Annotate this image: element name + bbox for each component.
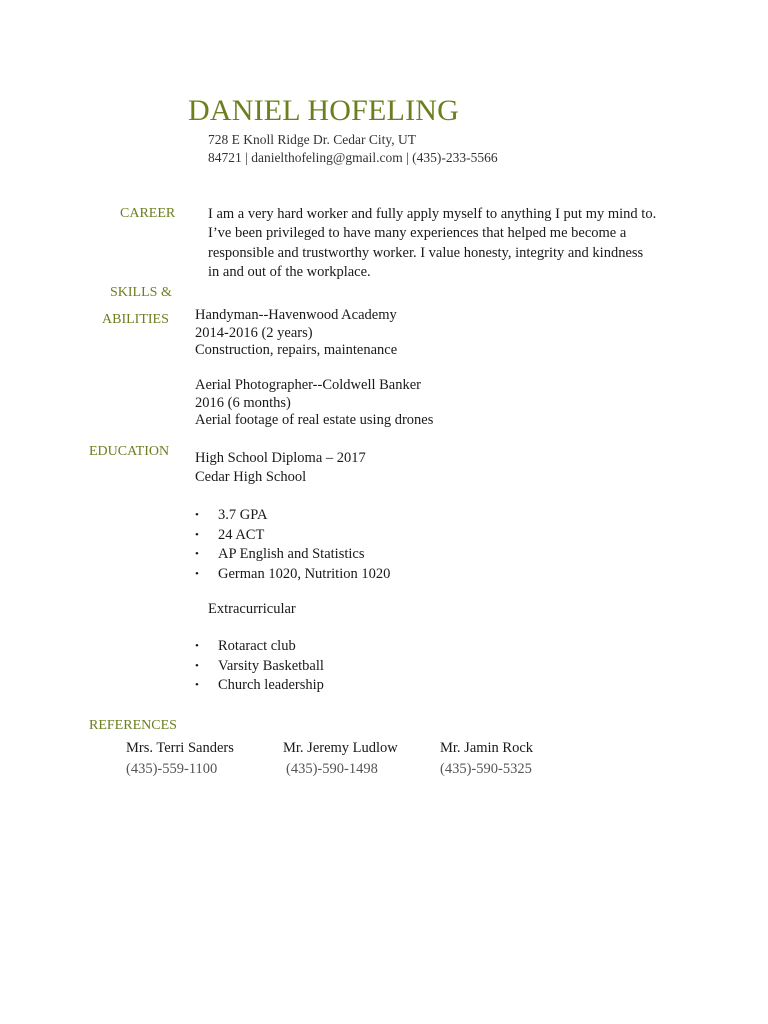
reference-3-phone: (435)-590-5325 <box>440 761 532 777</box>
list-item <box>195 565 390 585</box>
reference-2-phone: (435)-590-1498 <box>286 761 378 777</box>
achievement-text: AP English and Statistics <box>218 546 365 562</box>
bullet-icon: • <box>195 640 199 652</box>
skill-2-title: Aerial Photographer--Coldwell Banker <box>195 377 422 393</box>
extracurricular-list <box>195 637 324 696</box>
achievements-list <box>195 506 390 584</box>
reference-1-phone: (435)-559-1100 <box>126 761 218 777</box>
bullet-icon: • <box>195 659 199 672</box>
address-line-2: 84721 | danielthofeling@gmail.com | (435)-233-5566 <box>208 150 498 165</box>
resume-name: DANIEL HOFELING <box>188 94 460 127</box>
reference-3-name: Mr. Jamin Rock <box>440 740 534 756</box>
extracurricular-text: Rotaract club <box>218 638 296 654</box>
reference-2-name: Mr. Jeremy Ludlow <box>283 740 398 756</box>
extracurricular-label: Extracurricular <box>208 601 296 617</box>
achievement-text: German 1020, Nutrition 1020 <box>218 565 391 582</box>
bullet-icon: • <box>195 548 199 560</box>
list-item <box>195 506 390 526</box>
achievement-text: 3.7 GPA <box>218 507 268 523</box>
education-diploma: High School Diploma – 2017 <box>195 450 366 466</box>
career-label: CAREER <box>120 206 176 221</box>
extracurricular-text: Church leadership <box>218 677 324 693</box>
skill-2-description: Aerial footage of real estate using drones <box>195 412 434 428</box>
reference-1-name: Mrs. Terri Sanders <box>126 740 234 756</box>
education-school: Cedar High School <box>195 469 307 485</box>
references-label: REFERENCES <box>89 718 177 733</box>
skill-2-dates: 2016 (6 months) <box>195 395 291 411</box>
achievement-text: 24 ACT <box>218 526 265 543</box>
career-text: I am a very hard worker and fully apply myself to anything I put my mind to. I’ve been privileged to have many experiences that helped me become a responsible and trustworthy worker. I value honesty, integrity and kindness in and out of the workplace. <box>208 206 657 281</box>
bullet-icon: • <box>195 528 199 541</box>
bullet-icon: • <box>195 679 199 691</box>
list-item <box>195 676 324 696</box>
skills-label-line1: SKILLS & <box>110 285 172 300</box>
skills-label-line2: ABILITIES <box>102 312 169 327</box>
list-item <box>195 526 390 546</box>
extracurricular-text: Varsity Basketball <box>218 657 324 674</box>
skill-1-dates: 2014-2016 (2 years) <box>195 325 313 341</box>
bullet-icon: • <box>195 567 199 580</box>
list-item <box>195 637 324 657</box>
list-item <box>195 657 324 677</box>
education-label: EDUCATION <box>89 444 170 459</box>
skill-1-description: Construction, repairs, maintenance <box>195 342 398 358</box>
list-item <box>195 545 390 565</box>
skill-1-title: Handyman--Havenwood Academy <box>195 307 397 323</box>
bullet-icon: • <box>195 509 199 521</box>
address-line-1: 728 E Knoll Ridge Dr. Cedar City, UT <box>208 132 416 147</box>
